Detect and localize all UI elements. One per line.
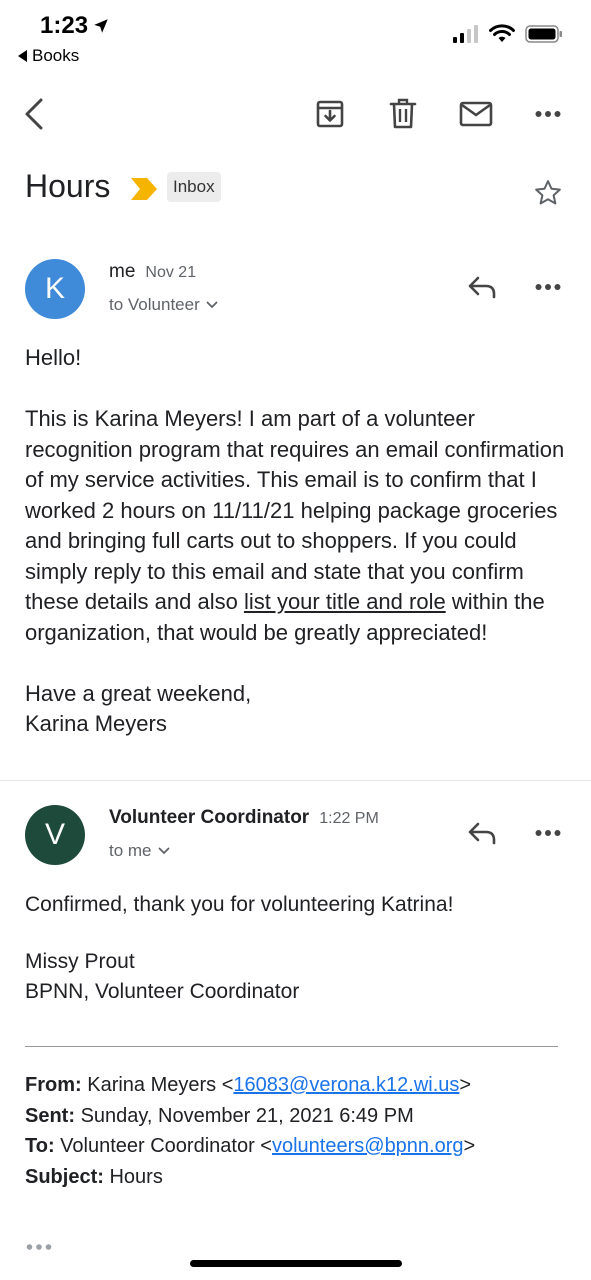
quoted-subject-line [25,1162,570,1193]
reply-icon [467,821,497,845]
quote-separator [25,1046,558,1047]
recipient-toggle[interactable] [109,295,218,315]
more-icon [535,829,561,837]
show-trimmed-content-button[interactable] [26,1238,52,1256]
recipient-text: to me [109,841,152,860]
message-2-header[interactable] [0,805,591,885]
paragraph-text: This is Karina Meyers! I am part of a volunteer recognition program that requires an email confirmation of my service activities. This email is to confirm that I worked 2 hours on 11/11/21 helping package groceries and bringing full carts out to shoppers. If you could simply reply to this email and state that you confirm these details and also [25,406,565,614]
back-to-app-link[interactable] [18,46,79,66]
mail-icon [459,101,493,127]
message-date: 1:22 PM [319,810,379,827]
mark-unread-button[interactable] [452,88,500,140]
reply-icon [467,275,497,299]
signature-title: BPNN, Volunteer Coordinator [25,980,300,1003]
message-1-body [25,343,570,740]
chevron-down-icon [158,847,170,855]
status-time-text: 1:23 [40,12,89,39]
status-icons [453,24,563,44]
quoted-to-line [25,1131,570,1162]
avatar[interactable] [25,259,85,319]
reply-button[interactable] [458,267,506,307]
more-icon [535,283,561,291]
back-button[interactable] [10,88,58,140]
to-label: To: [25,1135,55,1157]
signal-icon [453,25,479,43]
avatar-letter: V [44,818,65,851]
paragraph-text-end: within the organization, that would be greatly appreciated! [25,589,545,645]
from-name: Karina Meyers < [87,1074,234,1096]
signature-line: Karina Meyers [25,711,167,736]
greeting: Hello! [25,345,82,370]
to-name: Volunteer Coordinator < [60,1135,272,1157]
message-more-button[interactable] [524,813,572,853]
status-time [40,12,110,40]
thread-subject: Hours [25,168,111,204]
message-date: Nov 21 [145,264,197,281]
subject-value: Hours [109,1165,163,1188]
small-back-triangle-icon [18,50,28,62]
sender-line [109,261,196,283]
sender-name: me [109,261,136,282]
message-toolbar [0,88,591,144]
delete-button[interactable] [379,88,427,140]
message-paragraph [25,404,570,648]
wifi-icon [489,24,515,44]
archive-button[interactable] [306,88,354,140]
importance-marker-icon [131,178,157,200]
home-indicator[interactable] [190,1260,402,1267]
more-options-button[interactable] [524,88,572,140]
quoted-header [25,1070,570,1192]
recipient-text: to Volunteer [109,295,200,314]
subject-row [25,162,571,222]
subject-label: Subject: [25,1165,104,1188]
message-divider [0,780,591,781]
more-icon [535,110,561,118]
avatar-letter: K [44,272,65,305]
trash-icon [389,98,417,130]
quoted-from-line [25,1070,570,1101]
underlined-text: list your title and role [243,589,446,614]
archive-icon [315,99,345,129]
sent-label: Sent: [25,1104,75,1127]
more-icon [26,1243,52,1251]
from-label: From: [25,1074,82,1096]
star-icon[interactable] [533,178,563,208]
from-email-link[interactable]: 16083@verona.k12.wi.us [233,1074,460,1096]
to-email-link[interactable]: volunteers@bpnn.org [271,1135,464,1157]
location-arrow-icon [92,17,110,35]
back-app-label: Books [32,46,80,65]
message-1-header[interactable] [0,259,591,339]
message-2-body [25,890,570,1008]
sender-name: Volunteer Coordinator [109,807,310,828]
message-more-button[interactable] [524,267,572,307]
closing-line: Have a great weekend, [25,680,252,706]
to-bracket: > [463,1135,476,1157]
status-bar [0,0,591,80]
reply-line: Confirmed, thank you for volunteering Katrina! [25,893,454,916]
chevron-down-icon [206,301,218,309]
quoted-sent-line [25,1101,570,1132]
recipient-toggle[interactable] [109,841,170,861]
sender-line [109,807,379,829]
inbox-label-chip[interactable]: Inbox [167,172,221,202]
signature-name: Missy Prout [25,949,135,973]
sent-value: Sunday, November 21, 2021 6:49 PM [80,1104,414,1127]
avatar[interactable] [25,805,85,865]
back-icon [23,97,45,131]
reply-button[interactable] [458,813,506,853]
battery-icon [525,24,563,44]
from-bracket: > [459,1074,472,1096]
